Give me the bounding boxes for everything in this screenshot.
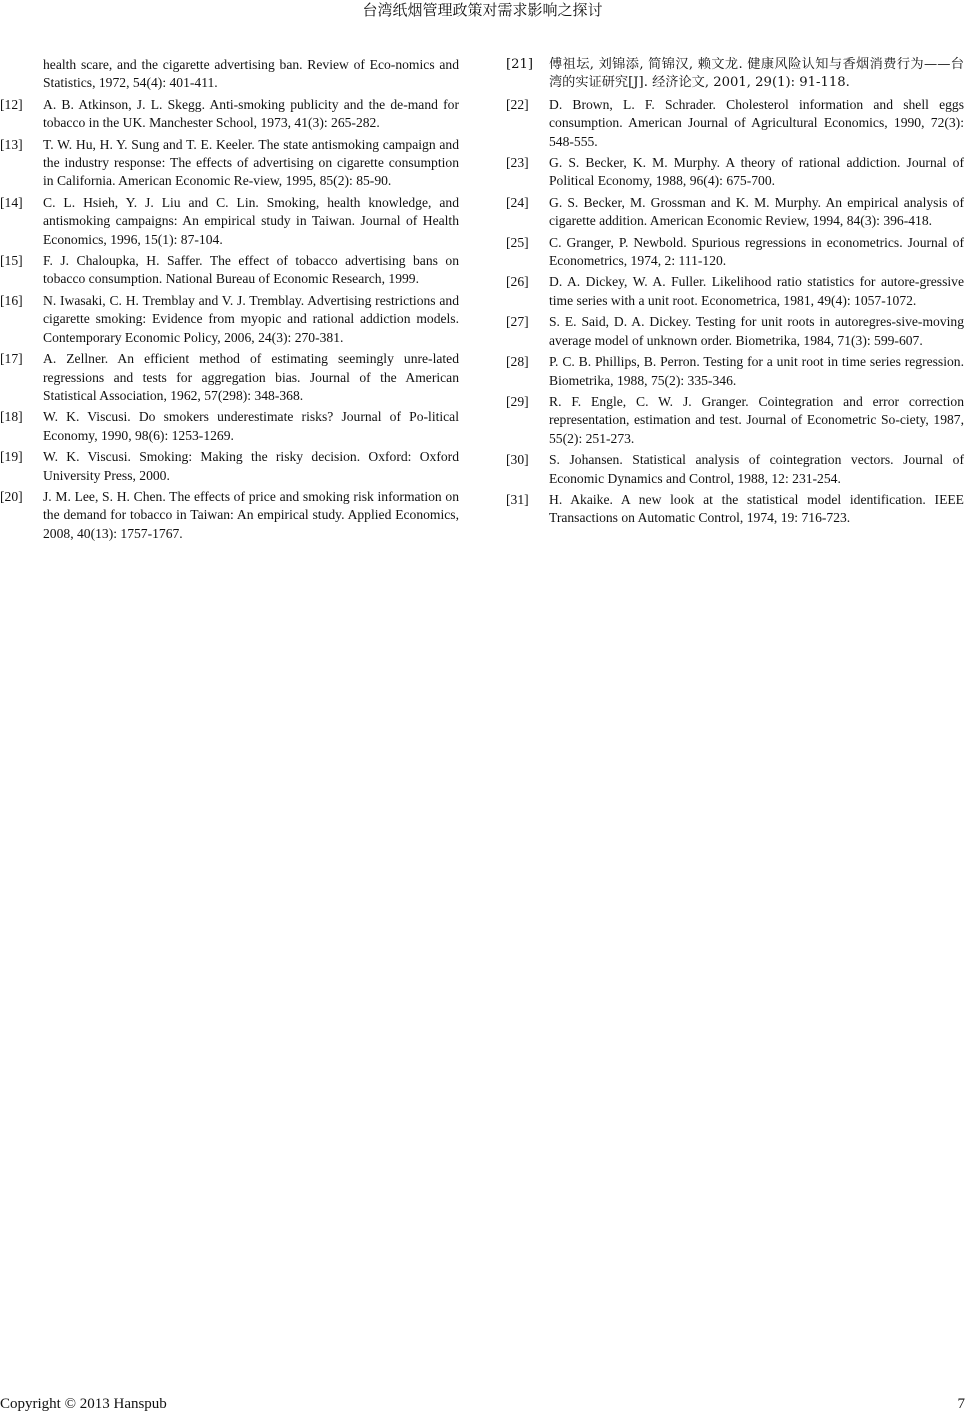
reference-item — [0, 136, 459, 191]
reference-item — [506, 234, 964, 271]
reference-number: [23] — [506, 155, 529, 171]
reference-number: [18] — [0, 409, 23, 425]
reference-number: [15] — [0, 253, 23, 269]
references-left-column — [0, 56, 459, 546]
references-right-column — [506, 56, 964, 531]
reference-text: G. S. Becker, K. M. Murphy. A theory of rational addiction. Journal of Political Economy, 1988, 96(4): 675-700. — [549, 155, 964, 189]
reference-number: [16] — [0, 292, 23, 308]
reference-text: W. K. Viscusi. Do smokers underestimate risks? Journal of Po-litical Economy, 1990, 98(6): 1253-1269. — [43, 409, 459, 443]
reference-number: [12] — [0, 96, 23, 112]
reference-number: [22] — [506, 96, 529, 112]
reference-number: [27] — [506, 314, 529, 330]
reference-text: D. Brown, L. F. Schrader. Cholesterol information and shell eggs consumption. American Journal of Agricultural Economics, 1990, 72(3): 548-555. — [549, 96, 964, 149]
reference-text: F. J. Chaloupka, H. Saffer. The effect of tobacco advertising bans on tobacco consumption. National Bureau of Economic Research, 1999. — [43, 253, 459, 287]
reference-item — [0, 194, 459, 249]
reference-item — [506, 393, 964, 448]
reference-text: 傅祖坛, 刘锦添, 简锦汉, 赖文龙. 健康风险认知与香烟消费行为——台湾的实证研究[J]. 经济论文, 2001, 29(1): 91-118. — [549, 57, 964, 91]
reference-number: [26] — [506, 274, 529, 290]
reference-number: [19] — [0, 449, 23, 465]
reference-item — [0, 488, 459, 543]
footer-page-number: 7 — [957, 1396, 965, 1412]
reference-item — [0, 448, 459, 485]
reference-item — [506, 353, 964, 390]
reference-text: S. E. Said, D. A. Dickey. Testing for unit roots in autoregres-sive-moving average model of unknown order. Biometrika, 1984, 71(3): 599-607. — [549, 314, 964, 348]
running-header: 台湾纸烟管理政策对需求影响之探讨 — [362, 1, 603, 19]
reference-text: H. Akaike. A new look at the statistical model identification. IEEE Transactions on Automatic Control, 1974, 19: 716-723. — [549, 491, 964, 526]
reference-number: [25] — [506, 234, 529, 250]
reference-text: D. A. Dickey, W. A. Fuller. Likelihood ratio statistics for autore-gressive time series with a unit root. Econometrica, 1981, 49(4): 1057-1072. — [549, 274, 964, 308]
reference-item — [0, 252, 459, 289]
reference-number: [13] — [0, 136, 23, 152]
reference-text: S. Johansen. Statistical analysis of cointegration vectors. Journal of Economic Dynamics and Control, 1988, 12: 231-254. — [549, 452, 964, 486]
reference-number: [21] — [506, 57, 534, 72]
reference-number: [31] — [506, 491, 529, 507]
reference-item — [0, 292, 459, 347]
reference-item — [506, 451, 964, 488]
reference-item — [0, 408, 459, 445]
reference-text: C. Granger, P. Newbold. Spurious regressions in econometrics. Journal of Econometrics, 1974, 2: 111-120. — [549, 234, 964, 269]
reference-continuation: health scare, and the cigarette advertising ban. Review of Eco-nomics and Statistics, 1972, 54(4): 401-411. — [43, 57, 459, 91]
reference-text: N. Iwasaki, C. H. Tremblay and V. J. Tremblay. Advertising restrictions and cigarette smoking: Evidence from myopic and rational addiction models. Contemporary Economic Policy, 2006, 24(3): 270-381. — [43, 292, 459, 345]
reference-number: [14] — [0, 194, 23, 210]
reference-text: G. S. Becker, M. Grossman and K. M. Murphy. An empirical analysis of cigarette addition. American Economic Review, 1994, 84(3): 396-418. — [549, 194, 964, 229]
reference-number: [24] — [506, 194, 529, 210]
reference-text: T. W. Hu, H. Y. Sung and T. E. Keeler. The state antismoking campaign and the industry response: The effects of advertising on cigarette consumption in California. American Economic Re-view, 1995, 85(2): 85-90. — [43, 136, 459, 189]
reference-text: A. Zellner. An efficient method of estimating seemingly unre-lated regressions and tests for aggregation bias. Journal of the American Statistical Association, 1962, 57(298): 348-368. — [43, 351, 459, 403]
reference-item — [506, 154, 964, 191]
reference-text: P. C. B. Phillips, B. Perron. Testing for a unit root in time series regression. Biometrika, 1988, 75(2): 335-346. — [549, 354, 964, 388]
reference-text: C. L. Hsieh, Y. J. Liu and C. Lin. Smoking, health knowledge, and antismoking campaigns: An empirical study in Taiwan. Journal of Health Economics, 1996, 15(1): 87-104. — [43, 194, 459, 247]
reference-item — [0, 350, 459, 405]
reference-item — [506, 313, 964, 350]
reference-number: [17] — [0, 351, 23, 367]
reference-number: [28] — [506, 354, 529, 370]
reference-text: J. M. Lee, S. H. Chen. The effects of price and smoking risk information on the demand for tobacco in Taiwan: An empirical study. Applied Economics, 2008, 40(13): 1757-1767. — [43, 488, 459, 541]
reference-item — [506, 96, 964, 151]
reference-number: [29] — [506, 393, 529, 409]
reference-item — [506, 56, 964, 93]
reference-text: R. F. Engle, C. W. J. Granger. Cointegration and error correction representation, estimation and test. Journal of Econometric So-ciety, 1987, 55(2): 251-273. — [549, 393, 964, 446]
reference-text: A. B. Atkinson, J. L. Skegg. Anti-smoking publicity and the de-mand for tobacco in the UK. Manchester School, 1973, 41(3): 265-282. — [43, 96, 459, 131]
footer-copyright: Copyright © 2013 Hanspub — [0, 1396, 167, 1412]
reference-text: W. K. Viscusi. Smoking: Making the risky decision. Oxford: Oxford University Press, 2000. — [43, 449, 459, 483]
reference-item — [0, 96, 459, 133]
reference-number: [30] — [506, 452, 529, 468]
reference-number: [20] — [0, 488, 23, 504]
reference-item — [506, 491, 964, 528]
reference-item — [506, 273, 964, 310]
reference-item — [506, 194, 964, 231]
